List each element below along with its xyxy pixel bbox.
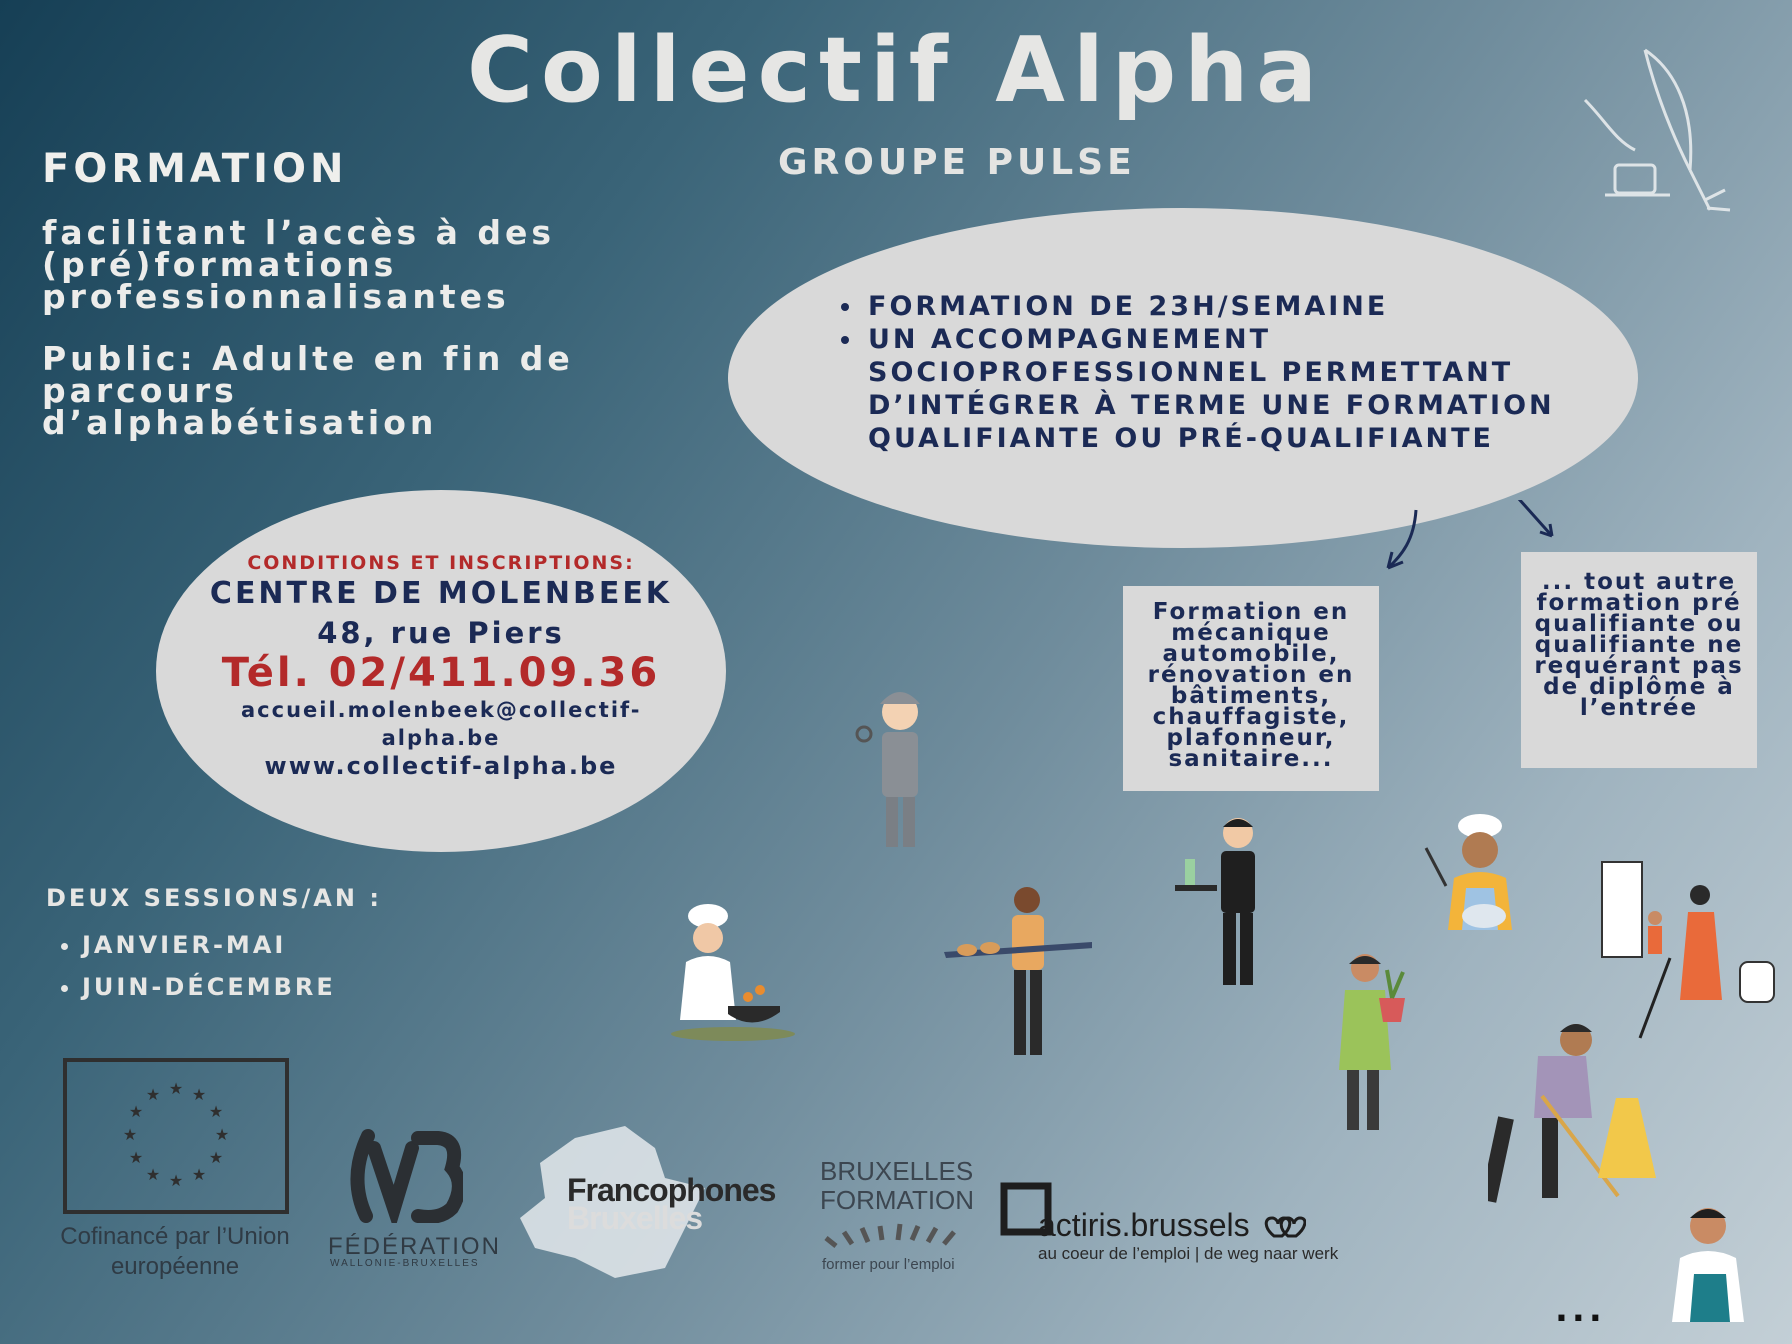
actiris-logo-text: actiris.brussels: [1038, 1207, 1250, 1243]
session-item: • JANVIER-MAI: [82, 924, 336, 966]
contact-website[interactable]: www.collectif-alpha.be: [264, 752, 618, 780]
plumber-illustration: [1652, 1198, 1782, 1322]
svg-text:★: ★: [191, 1085, 207, 1104]
baker-illustration: [942, 880, 1092, 1065]
bruxelles-formation-stripes-icon: [822, 1218, 972, 1248]
eu-flag-logo: [63, 1058, 289, 1214]
svg-text:★: ★: [208, 1148, 224, 1167]
session-item: • JUIN-DÉCEMBRE: [82, 966, 336, 1008]
svg-text:★: ★: [145, 1165, 161, 1184]
intro-lead-2: Public: Adulte en fin de parcours d’alphabétisation: [42, 339, 574, 442]
svg-text:★: ★: [168, 1079, 184, 1098]
fwb-name: FÉDÉRATION: [328, 1233, 501, 1260]
program-item: • UN ACCOMPAGNEMENT SOCIOPROFESSIONNEL PERMETTANT D’INTÉGRER À TERME UNE FORMATION QUALIFIANTE OU PRÉ-QUALIFIANTE: [864, 323, 1638, 455]
eu-cofinance-text: Cofinancé par l’Union européenne: [60, 1223, 290, 1280]
svg-text:★: ★: [145, 1085, 161, 1104]
pastry-chef-illustration: [1418, 808, 1538, 933]
actiris-tagline: au coeur de l’emploi | de weg naar werk: [1038, 1244, 1339, 1263]
intro-text: [42, 213, 602, 442]
program-item: • FORMATION DE 23H/SEMAINE: [864, 290, 1638, 323]
gardener-illustration: [1325, 950, 1415, 1140]
contact-centre: CENTRE DE MOLENBEEK: [209, 576, 673, 611]
fwb-logo-icon: [348, 1128, 463, 1223]
eu-stars-icon: [67, 1062, 285, 1210]
contact-phone[interactable]: Tél. 02/411.09.36: [221, 650, 661, 696]
janitor-illustration: [1488, 1018, 1663, 1208]
contact-address: 48, rue Piers: [317, 616, 565, 650]
waiter-illustration: [1173, 815, 1283, 990]
bruxelles-logo-text: Bruxelles: [567, 1200, 703, 1236]
contact-email[interactable]: accueil.molenbeek@collectif-alpha.be: [241, 698, 642, 750]
svg-text:★: ★: [128, 1148, 144, 1167]
chef-cooking-illustration: [668, 902, 798, 1042]
fwb-subname: WALLONIE-BRUXELLES: [330, 1258, 480, 1269]
heart-icon: [1262, 1214, 1306, 1240]
svg-text:★: ★: [128, 1102, 144, 1121]
svg-text:★: ★: [214, 1125, 230, 1144]
program-bubble: [728, 208, 1638, 548]
ellipsis: ...: [1555, 1290, 1606, 1330]
intro-lead-1: facilitant l’accès à des (pré)formations professionnalisantes: [42, 213, 556, 316]
mechanic-illustration: [850, 680, 950, 855]
bruxelles-formation-tagline: former pour l’emploi: [822, 1256, 955, 1273]
page-title: Collectif Alpha: [466, 18, 1326, 123]
svg-text:★: ★: [191, 1165, 207, 1184]
contact-label: CONDITIONS ET INSCRIPTIONS:: [247, 552, 635, 574]
contact-bubble: [156, 490, 726, 852]
svg-text:★: ★: [122, 1125, 138, 1144]
sessions-heading: DEUX SESSIONS/AN :: [46, 884, 382, 912]
svg-text:★: ★: [168, 1171, 184, 1190]
formation-heading: FORMATION: [42, 146, 348, 192]
page-subtitle: GROUPE PULSE: [778, 142, 1136, 183]
other-training-box: ... tout autre formation pré qualifiante ou qualifiante ne requérant pas de diplôme à l’entrée: [1521, 552, 1757, 768]
svg-text:★: ★: [208, 1102, 224, 1121]
bruxelles-formation-line-1: BRUXELLES: [820, 1156, 974, 1186]
francophones-logo-text: Francophones: [567, 1172, 776, 1208]
quill-ink-icon: [1575, 40, 1740, 220]
sessions-list: [58, 924, 336, 1008]
program-list: [836, 290, 1638, 455]
bruxelles-formation-line-2: FORMATION: [820, 1185, 975, 1215]
training-examples-box: Formation en mécanique automobile, rénovation en bâtiments, chauffagiste, plafonneur, sanitaire...: [1123, 586, 1379, 791]
